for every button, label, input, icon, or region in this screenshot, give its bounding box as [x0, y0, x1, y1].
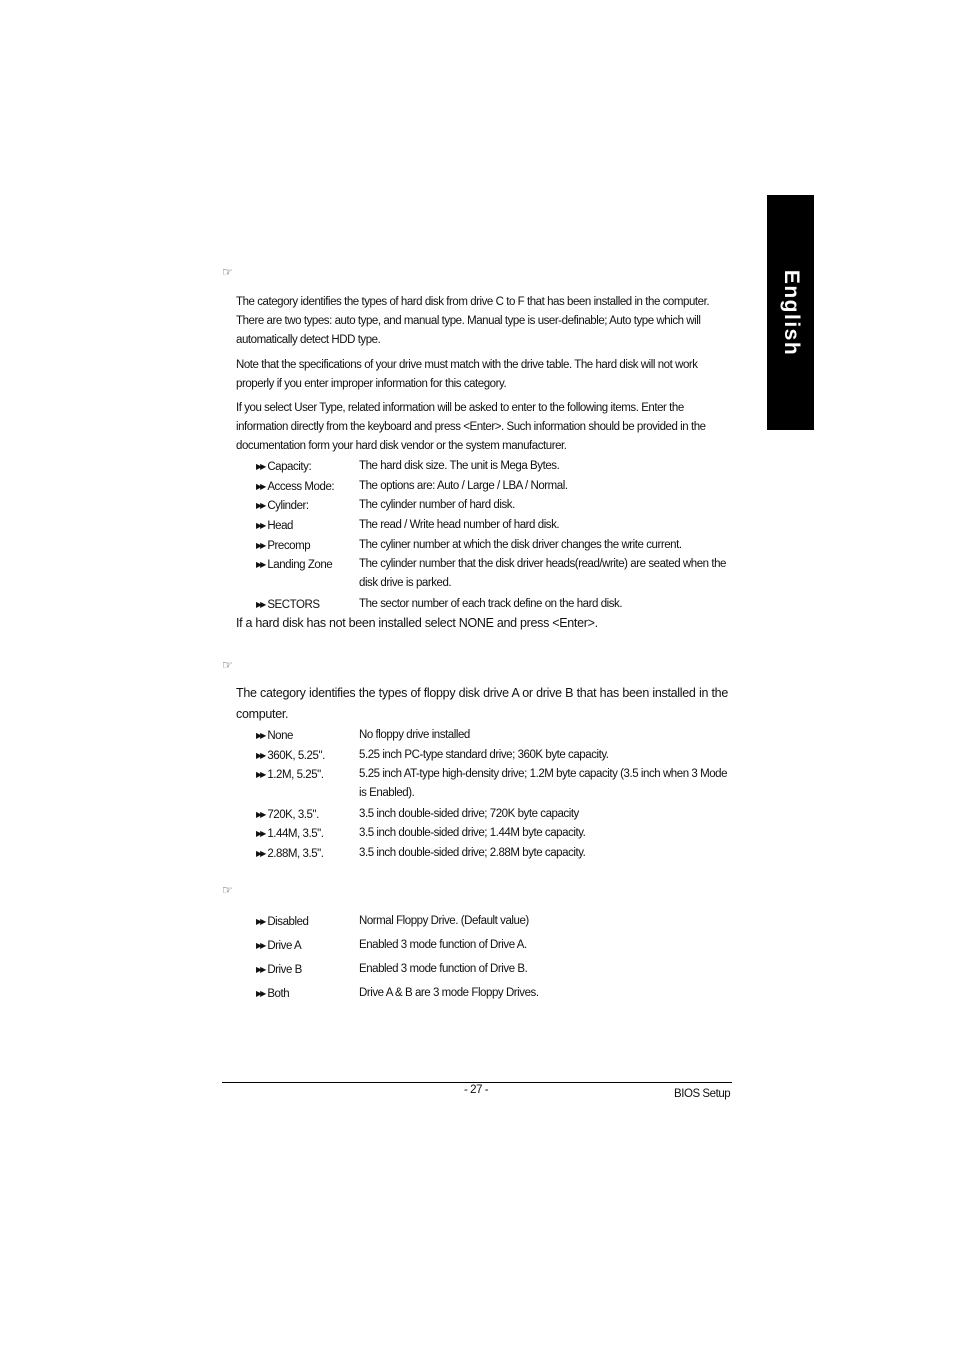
hdd-item-term: ▶▶ SECTORS [256, 599, 320, 611]
double-arrow-icon: ▶▶ [256, 965, 265, 974]
floppy-item-term: ▶▶ 2.88M, 3.5". [256, 848, 324, 860]
hdd-item-desc: The cyliner number at which the disk driver changes the write current. [359, 539, 682, 551]
floppy-item-term: ▶▶ 360K, 5.25". [256, 750, 325, 762]
double-arrow-icon: ▶▶ [256, 541, 265, 550]
double-arrow-icon: ▶▶ [256, 810, 265, 819]
hdd-item-desc: The hard disk size. The unit is Mega Bytes. [359, 460, 560, 472]
double-arrow-icon: ▶▶ [256, 482, 265, 491]
mode3-item-desc: Drive A & B are 3 mode Floppy Drives. [359, 987, 539, 999]
double-arrow-icon: ▶▶ [256, 731, 265, 740]
double-arrow-icon: ▶▶ [256, 560, 265, 569]
hdd-item-term: ▶▶ Cylinder: [256, 500, 309, 512]
mode3-item-desc: Enabled 3 mode function of Drive A. [359, 939, 527, 951]
double-arrow-icon: ▶▶ [256, 521, 265, 530]
floppy-item-term: ▶▶ 720K, 3.5". [256, 809, 319, 821]
hdd-item-term: ▶▶ Precomp [256, 540, 311, 552]
double-arrow-icon: ▶▶ [256, 917, 265, 926]
footer-section-label: BIOS Setup [674, 1088, 731, 1100]
hdd-item-term: ▶▶ Landing Zone [256, 559, 333, 571]
pointing-hand-icon: ☞ [222, 883, 233, 897]
floppy-item-term: ▶▶ 1.2M, 5.25". [256, 769, 324, 781]
floppy-item-desc: 3.5 inch double-sided drive; 2.88M byte capacity. [359, 847, 586, 859]
double-arrow-icon: ▶▶ [256, 770, 265, 779]
mode3-item-term: ▶▶ Drive A [256, 940, 302, 952]
hdd-intro-paragraph: The category identifies the types of hard disk from drive C to F that has been installed in the computer. There are two types: auto type, and manual type. Manual type is user-definable; Auto type which will automatically detect HDD type. [236, 296, 710, 346]
mode3-item-term: ▶▶ Drive B [256, 964, 302, 976]
floppy-item-desc: No floppy drive installed [359, 729, 470, 741]
hdd-spec-paragraph: Note that the specifications of your drive must match with the drive table. The hard disk will not work properly if you enter improper information for this category. [236, 359, 698, 390]
language-tab-label: English [779, 269, 803, 356]
mode3-item-desc: Enabled 3 mode function of Drive B. [359, 963, 528, 975]
floppy-item-desc: 3.5 inch double-sided drive; 720K byte capacity [359, 808, 579, 820]
mode3-item-desc: Normal Floppy Drive. (Default value) [359, 915, 529, 927]
double-arrow-icon: ▶▶ [256, 501, 265, 510]
floppy-item-desc: 5.25 inch PC-type standard drive; 360K byte capacity. [359, 749, 609, 761]
hdd-item-desc: The sector number of each track define on the hard disk. [359, 598, 623, 610]
floppy-item-term: ▶▶ None [256, 730, 294, 742]
double-arrow-icon: ▶▶ [256, 941, 265, 950]
double-arrow-icon: ▶▶ [256, 989, 265, 998]
floppy-item-desc: 3.5 inch double-sided drive; 1.44M byte capacity. [359, 827, 586, 839]
mode3-item-term: ▶▶ Disabled [256, 916, 309, 928]
floppy-item-desc: 5.25 inch AT-type high-density drive; 1.2M byte capacity (3.5 inch when 3 Mode is Enabled). [359, 768, 728, 799]
double-arrow-icon: ▶▶ [256, 849, 265, 858]
hdd-item-desc: The cylinder number of hard disk. [359, 499, 515, 511]
language-tab [767, 195, 814, 430]
double-arrow-icon: ▶▶ [256, 462, 265, 471]
hdd-item-term: ▶▶ Capacity: [256, 461, 312, 473]
double-arrow-icon: ▶▶ [256, 829, 265, 838]
floppy-item-term: ▶▶ 1.44M, 3.5". [256, 828, 324, 840]
pointing-hand-icon: ☞ [222, 658, 233, 672]
double-arrow-icon: ▶▶ [256, 751, 265, 760]
hdd-item-desc: The options are: Auto / Large / LBA / Normal. [359, 480, 568, 492]
footer-divider [222, 1082, 732, 1083]
floppy-intro-paragraph: The category identifies the types of floppy disk drive A or drive B that has been installed in the computer. [236, 686, 728, 721]
hdd-item-term: ▶▶ Head [256, 520, 294, 532]
double-arrow-icon: ▶▶ [256, 600, 265, 609]
page-number: - 27 - [464, 1084, 489, 1096]
hdd-user-type-paragraph: If you select User Type, related information will be asked to enter to the following items. Enter the information directly from the keyboard and press <Enter>. Such information should be provided in the documentation form your hard disk vendor or the system manufacturer. [236, 402, 706, 452]
mode3-item-term: ▶▶ Both [256, 988, 290, 1000]
pointing-hand-icon: ☞ [222, 265, 233, 279]
hdd-item-desc: The cylinder number that the disk driver heads(read/write) are seated when the disk drive is parked. [359, 558, 726, 589]
hdd-none-note: If a hard disk has not been installed select NONE and press <Enter>. [236, 616, 598, 630]
hdd-item-desc: The read / Write head number of hard disk. [359, 519, 560, 531]
hdd-item-term: ▶▶ Access Mode: [256, 481, 335, 493]
